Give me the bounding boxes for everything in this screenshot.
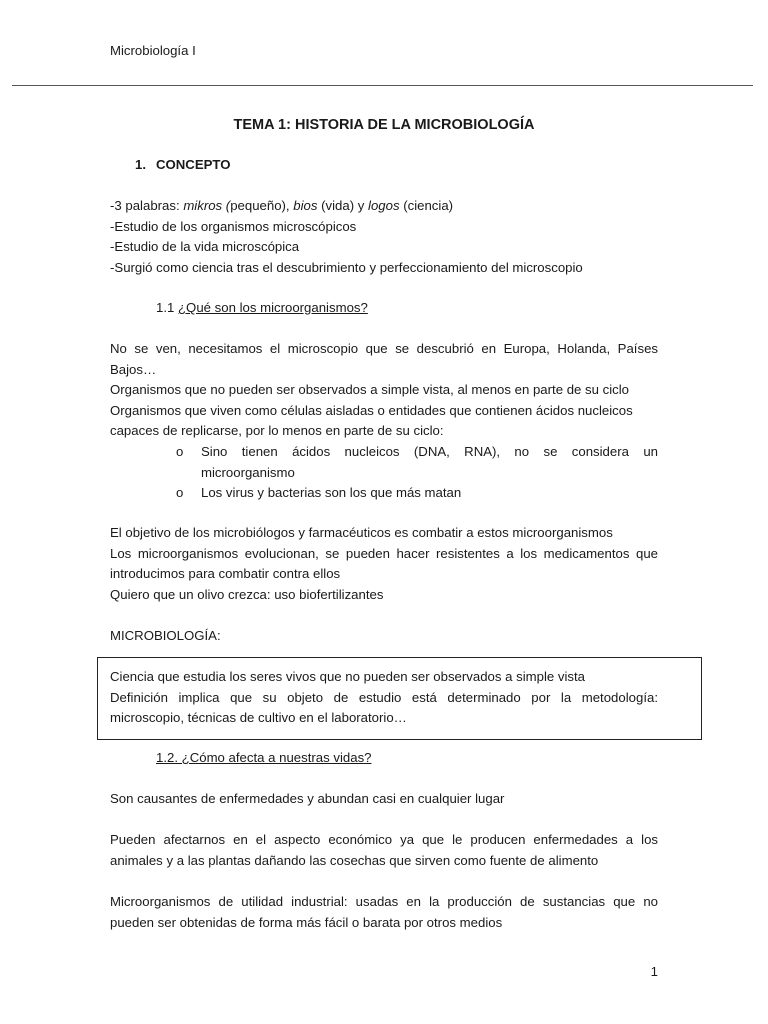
document-title: TEMA 1: HISTORIA DE LA MICROBIOLOGÍA bbox=[233, 117, 535, 133]
subsection-1-1-heading bbox=[156, 300, 368, 315]
subsection-1-2-heading bbox=[156, 750, 372, 765]
term-bios: bios bbox=[293, 198, 318, 213]
header-divider bbox=[12, 85, 753, 86]
bullet-text: Los virus y bacterias son los que más matan bbox=[201, 485, 462, 500]
concepto-line: -Estudio de los organismos microscópicos bbox=[110, 218, 357, 234]
microbiologia-label: MICROBIOLOGÍA: bbox=[110, 628, 221, 643]
etymology-prefix: -3 palabras: bbox=[110, 198, 184, 213]
effects-paragraph-2 bbox=[110, 830, 658, 871]
concepto-line: -Surgió como ciencia tras el descubrimiento y perfeccionamiento del microscopio bbox=[110, 259, 583, 275]
concepto-list bbox=[110, 196, 658, 278]
effects-paragraph-3 bbox=[110, 892, 658, 933]
bullet-list bbox=[176, 442, 658, 504]
definition-text bbox=[110, 667, 658, 729]
paragraph-line: Pueden afectarnos en el aspecto económico ya que le producen enfermedades a los bbox=[110, 832, 658, 847]
bullet-marker-icon: o bbox=[176, 444, 184, 459]
bullet-item bbox=[176, 442, 658, 483]
paragraph-line: introducimos para combatir contra ellos bbox=[110, 566, 341, 581]
gloss-mikros: pequeño), bbox=[230, 198, 294, 213]
subsection-title: ¿Qué son los microorganismos? bbox=[178, 300, 368, 315]
gloss-bios: (vida) y bbox=[317, 198, 369, 213]
section-heading-concepto bbox=[135, 157, 231, 172]
paragraph-line: animales y a las plantas dañando las cosechas que sirven como fuente de alimento bbox=[110, 852, 599, 868]
paragraph-line: Quiero que un olivo crezca: uso biofertilizantes bbox=[110, 586, 384, 602]
term-mikros: mikros ( bbox=[183, 198, 231, 213]
paragraph-line: Microorganismos de utilidad industrial: usadas en la producción de sustancias que no bbox=[110, 894, 658, 909]
effects-paragraph-1 bbox=[110, 789, 658, 810]
gloss-logos: (ciencia) bbox=[399, 198, 454, 213]
paragraph-line: Bajos… bbox=[110, 361, 157, 377]
definition-line: Ciencia que estudia los seres vivos que no pueden ser observados a simple vista bbox=[110, 669, 586, 684]
bullet-text: Sino tienen ácidos nucleicos (DNA, RNA), no se considera un bbox=[201, 444, 658, 459]
bullet-marker-icon: o bbox=[176, 485, 184, 500]
paragraph-line: No se ven, necesitamos el microscopio que se descubrió en Europa, Holanda, Países bbox=[110, 341, 658, 356]
definition-line: Definición implica que su objeto de estudio está determinado por la metodología: bbox=[110, 689, 658, 705]
paragraph-line: pueden ser obtenidas de forma más fácil o barata por otros medios bbox=[110, 914, 503, 930]
paragraph-line: Son causantes de enfermedades y abundan casi en cualquier lugar bbox=[110, 791, 505, 806]
paragraph-line: El objetivo de los microbiólogos y farmacéuticos es combatir a estos microorganismos bbox=[110, 525, 613, 540]
concepto-line: -Estudio de la vida microscópica bbox=[110, 239, 300, 254]
subsection-title: 1.2. ¿Cómo afecta a nuestras vidas? bbox=[156, 750, 372, 765]
bullet-text: microorganismo bbox=[201, 464, 295, 480]
page-number: 1 bbox=[650, 964, 658, 979]
bullet-item bbox=[176, 483, 658, 504]
microorganisms-paragraph bbox=[110, 339, 658, 442]
paragraph-line: Organismos que viven como células aisladas o entidades que contienen ácidos nucleicos bbox=[110, 402, 633, 418]
objective-paragraph bbox=[110, 523, 658, 605]
subsection-number: 1.1 bbox=[156, 300, 178, 315]
paragraph-line: Organismos que no pueden ser observados a simple vista, al menos en parte de su ciclo bbox=[110, 382, 629, 397]
concepto-line-etymology bbox=[110, 196, 658, 217]
paragraph-line: Los microorganismos evolucionan, se pueden hacer resistentes a los medicamentos que bbox=[110, 545, 658, 561]
paragraph-line: capaces de replicarse, por lo menos en parte de su ciclo: bbox=[110, 423, 444, 438]
running-header: Microbiología I bbox=[110, 43, 196, 58]
section-number: 1. bbox=[135, 157, 146, 172]
term-logos: logos bbox=[368, 198, 400, 213]
definition-line: microscopio, técnicas de cultivo en el laboratorio… bbox=[110, 710, 407, 725]
section-title: CONCEPTO bbox=[156, 157, 231, 172]
